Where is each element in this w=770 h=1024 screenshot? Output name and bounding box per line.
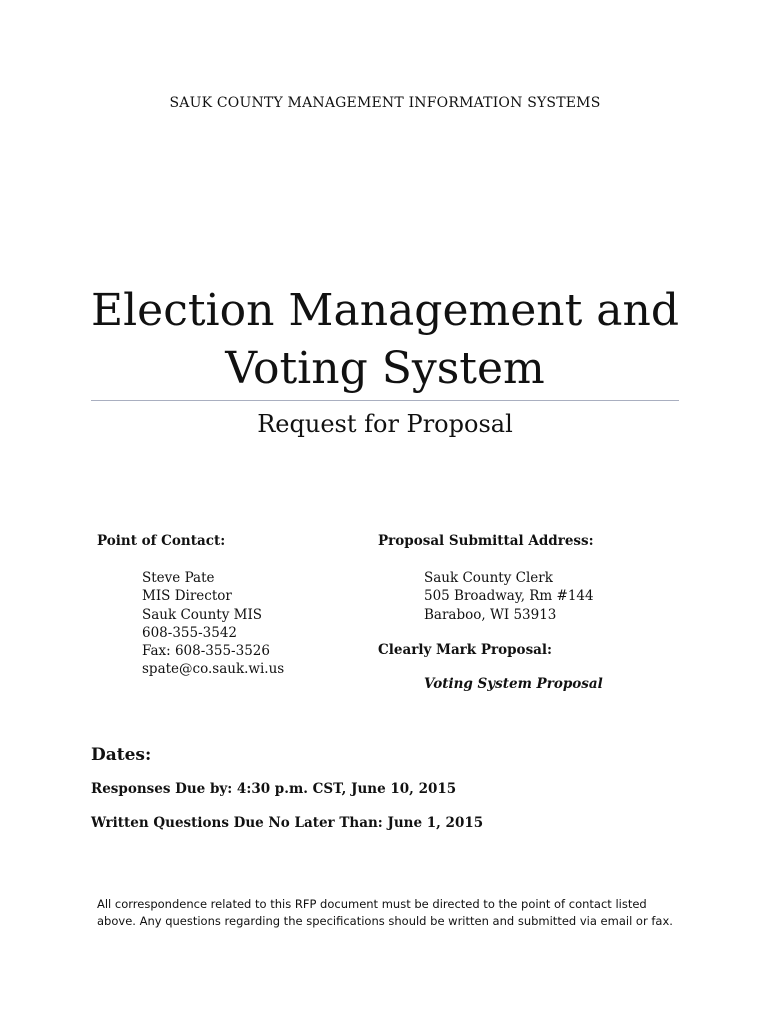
title-line-1: Election Management and [90, 285, 679, 336]
contact-name: Steve Pate [142, 570, 215, 586]
organization-header: SAUK COUNTY MANAGEMENT INFORMATION SYSTEMS [169, 95, 601, 111]
correspondence-note-line-2: above. Any questions regarding the specifications should be written and submitted via email or fax. [97, 914, 673, 928]
dates-heading: Dates: [91, 745, 152, 765]
contact-department: Sauk County MIS [142, 606, 263, 623]
submittal-address-label: Proposal Submittal Address: [378, 533, 594, 549]
contact-details [142, 569, 284, 679]
submittal-street: 505 Broadway, Rm #144 [424, 588, 594, 605]
contact-email: spate@co.sauk.wi.us [142, 661, 285, 678]
proposal-mark-text: Voting System Proposal [424, 676, 603, 692]
point-of-contact-label: Point of Contact: [97, 533, 226, 549]
contact-title: MIS Director [142, 588, 232, 605]
contact-phone: 608-355-3542 [142, 624, 238, 641]
clearly-mark-label: Clearly Mark Proposal: [378, 642, 553, 658]
submittal-city: Baraboo, WI 53913 [424, 606, 557, 623]
contact-fax: Fax: 608-355-3526 [142, 643, 270, 660]
questions-due-date: Written Questions Due No Later Than: June 1, 2015 [91, 815, 484, 831]
document-title [0, 282, 770, 398]
document-subtitle: Request for Proposal [257, 410, 513, 438]
responses-due-date: Responses Due by: 4:30 p.m. CST, June 10, 2015 [91, 781, 457, 797]
submittal-address [424, 569, 594, 624]
correspondence-note [97, 896, 697, 930]
title-line-2: Voting System [225, 343, 545, 394]
correspondence-note-line-1: All correspondence related to this RFP document must be directed to the point of contact listed [97, 897, 647, 911]
title-divider [91, 400, 679, 401]
submittal-recipient: Sauk County Clerk [424, 570, 553, 586]
